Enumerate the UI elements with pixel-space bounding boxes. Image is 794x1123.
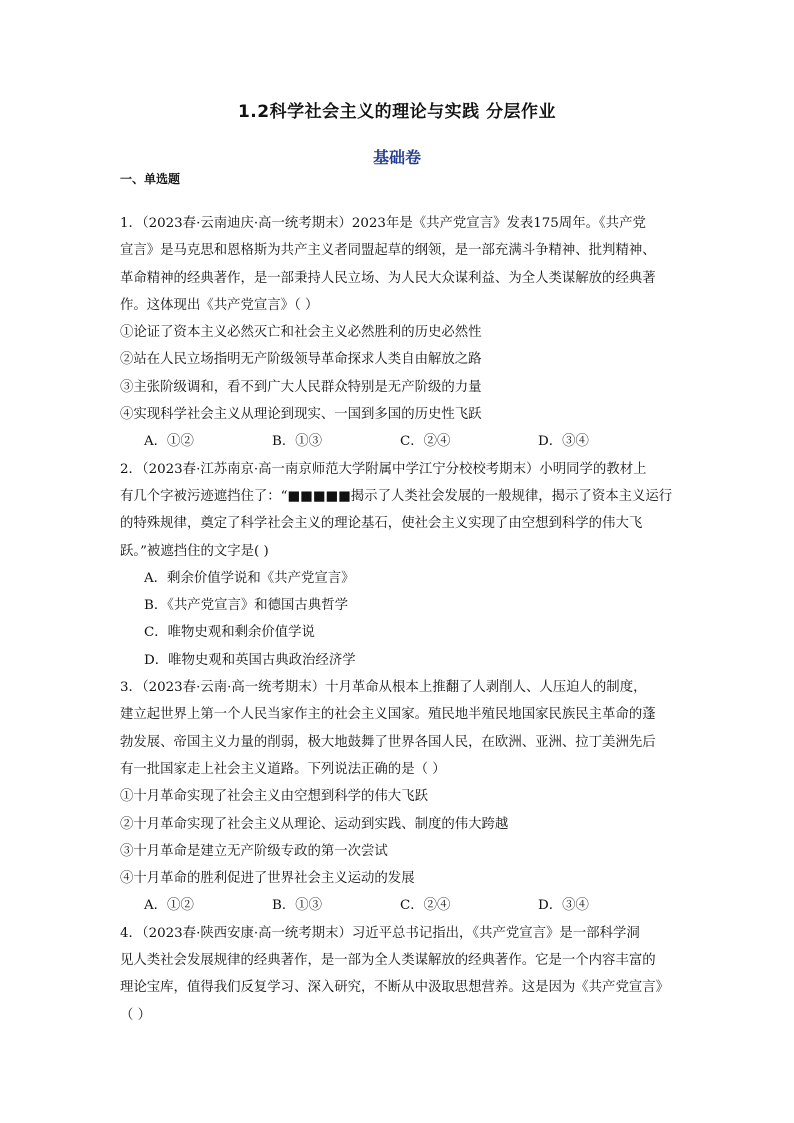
option-c[interactable]: C．唯物史观和剩余价值学说 bbox=[144, 625, 315, 641]
option-a[interactable]: A．①② bbox=[144, 434, 194, 450]
page-subtitle: 基础卷 bbox=[372, 148, 421, 167]
option-d[interactable]: D．③④ bbox=[538, 434, 589, 450]
statement: ①十月革命实现了社会主义由空想到科学的伟大飞跃 bbox=[120, 789, 428, 805]
question-2 bbox=[120, 456, 680, 674]
statement: ④十月革命的胜利促进了世界社会主义运动的发展 bbox=[120, 871, 415, 887]
question-text-line: 作。这体现出《共产党宣言》（ ） bbox=[120, 297, 319, 313]
statement: ③主张阶级调和，看不到广大人民群众特别是无产阶级的力量 bbox=[120, 379, 482, 395]
question-text-line: 见人类社会发展规律的经典著作，是一部为全人类谋解放的经典著作。它是一个内容丰富的 bbox=[120, 953, 656, 969]
question-text-line: 有几个字被污迹遮挡住了：“■■■■■揭示了人类社会发展的一般规律，揭示了资本主义运行 bbox=[120, 488, 673, 504]
question-text-line: 宣言》是马克思和恩格斯为共产主义者同盟起草的纲领，是一部充满斗争精神、批判精神、 bbox=[120, 243, 656, 259]
options-row bbox=[120, 428, 680, 455]
option-b[interactable]: B．《共产党宣言》和德国古典哲学 bbox=[144, 598, 348, 614]
statement: ②十月革命实现了社会主义从理论、运动到实践、制度的伟大跨越 bbox=[120, 816, 509, 832]
question-text-line: 3．（2023春·云南·高一统考期末）十月革命从根本上推翻了人剥削人、人压迫人的制度， bbox=[120, 680, 647, 696]
question-text-line: 建立起世界上第一个人民当家作主的社会主义国家。殖民地半殖民地国家民族民主革命的蓬 bbox=[120, 707, 656, 723]
statement: ②站在人民立场指明无产阶级领导革命探求人类自由解放之路 bbox=[120, 352, 482, 368]
option-c[interactable]: C．②④ bbox=[400, 898, 451, 914]
option-b[interactable]: B．①③ bbox=[272, 434, 323, 450]
section-heading: 一、单选题 bbox=[120, 172, 181, 186]
question-text-line: 2．（2023春·江苏南京·高一南京师范大学附属中学江宁分校校考期末）小明同学的教材上 bbox=[120, 461, 647, 477]
statement: ④实现科学社会主义从理论到现实、一国到多国的历史性飞跃 bbox=[120, 407, 482, 423]
option-c[interactable]: C．②④ bbox=[400, 434, 451, 450]
question-text-line: 1．（2023春·云南迪庆·高一统考期末）2023年是《共产党宣言》发表175周年。《共产党 bbox=[120, 216, 646, 231]
statement: ①论证了资本主义必然灭亡和社会主义必然胜利的历史必然性 bbox=[120, 325, 482, 341]
option-a[interactable]: A．①② bbox=[144, 898, 194, 914]
options-row bbox=[120, 892, 680, 919]
question-1 bbox=[120, 210, 680, 456]
question-text-line: 跃。”被遮挡住的文字是( ) bbox=[120, 543, 269, 559]
question-list bbox=[120, 210, 680, 1029]
option-b[interactable]: B．①③ bbox=[272, 898, 323, 914]
option-d[interactable]: D．唯物史观和英国古典政治经济学 bbox=[144, 652, 356, 668]
question-text-line: 革命精神的经典著作，是一部秉持人民立场、为人民大众谋利益、为全人类谋解放的经典著 bbox=[120, 270, 656, 286]
question-3 bbox=[120, 674, 680, 920]
option-d[interactable]: D．③④ bbox=[538, 898, 589, 914]
question-4 bbox=[120, 920, 680, 1029]
question-text-line: 4．（2023春·陕西安康·高一统考期末）习近平总书记指出，《共产党宣言》是一部科学洞 bbox=[120, 925, 640, 941]
question-text-line: 勃发展、帝国主义力量的削弱，极大地鼓舞了世界各国人民，在欧洲、亚洲、拉丁美洲先后 bbox=[120, 734, 656, 750]
question-text-line: 有一批国家走上社会主义道路。下列说法正确的是（ ） bbox=[120, 761, 446, 777]
question-text-line: 的特殊规律，奠定了科学社会主义的理论基石，使社会主义实现了由空想到科学的伟大飞 bbox=[120, 516, 643, 532]
question-text-line: 理论宝库，值得我们反复学习、深入研究，不断从中汲取思想营养。这是因为《共产党宣言》 bbox=[120, 980, 670, 996]
option-a[interactable]: A．剩余价值学说和《共产党宣言》 bbox=[144, 570, 355, 586]
page-title: 1.2科学社会主义的理论与实践 分层作业 bbox=[237, 102, 557, 122]
statement: ③十月革命是建立无产阶级专政的第一次尝试 bbox=[120, 843, 388, 859]
question-text-line: （ ） bbox=[120, 1007, 152, 1023]
